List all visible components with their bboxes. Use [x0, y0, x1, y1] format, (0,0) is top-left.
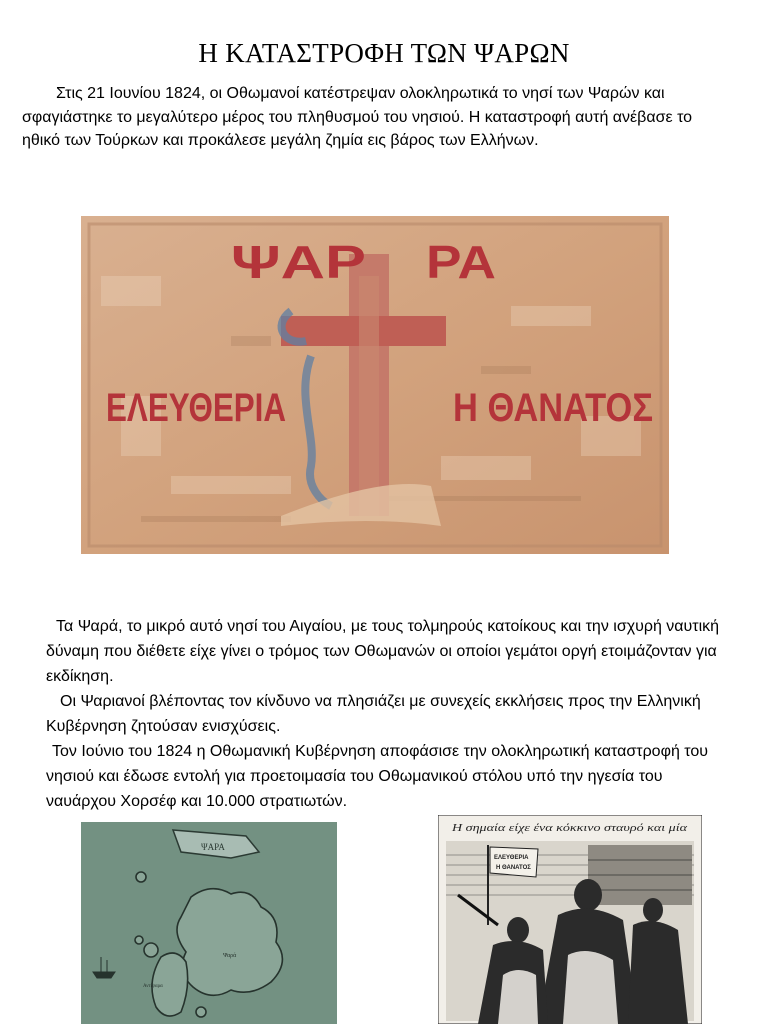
map-banner-text: ΨΑΡΑ [201, 842, 225, 852]
map-label-psara: Ψαρά [223, 953, 237, 959]
body-paragraphs [46, 614, 736, 814]
flag-text-top-right: ΡΑ [426, 236, 496, 288]
body-paragraph-1: Τα Ψαρά, το μικρό αυτό νησί του Αιγαίου, με τους τολμηρούς κατοίκους και την ισχυρή ναυτική δύναμη που διέθετε είχε γίνει ο τρόμος των Οθωμανών οι οποίοι γεμάτοι οργή ετοιμάζονταν για εκδίκηση. [46, 618, 720, 685]
body-paragraph-2: Οι Ψαριανοί βλέποντας τον κίνδυνο να πλησιάζει με συνεχείς εκκλήσεις προς την Ελληνική Κυβέρνηση ζητούσαν ενισχύσεις. [46, 693, 701, 735]
flag-text-top-left: ΨΑΡ [231, 236, 366, 288]
intro-paragraph [22, 82, 722, 153]
engraving-flag-text-2: Η ΘΑΝΑΤΟΣ [496, 865, 531, 871]
engraving-flag-icon [490, 847, 538, 877]
psara-flag-photo [81, 216, 669, 554]
battle-engraving-image [438, 815, 702, 1024]
flag-text-bottom-left: ΕΛΕΥΘΕΡΙΑ [106, 386, 286, 430]
engraving-caption: Η σημαία είχε ένα κόκκινο σταυρό και μία [450, 822, 688, 834]
engraving-flag-text-1: ΕΛΕΥΘΕΡΙΑ [494, 855, 529, 861]
flag-text-bottom-right: Η ΘΑΝΑΤΟΣ [453, 386, 653, 430]
body-paragraph-3: Τον Ιούνιο του 1824 η Οθωμανική Κυβέρνηση αποφάσισε την ολοκληρωτική καταστροφή του νησιού και έδωσε εντολή για προετοιμασία του Οθωμανικού στόλου υπό την ηγεσία του ναυάρχου Χορσέφ και 10.000 στρατιωτών. [46, 743, 709, 810]
intro-text: Στις 21 Ιουνίου 1824, οι Οθωμανοί κατέστρεψαν ολοκληρωτικά το νησί των Ψαρών και σφαγιάστηκε το μεγαλύτερο μέρος του πληθυσμού του νησιού. Η καταστροφή αυτή ανέβασε το ηθικό των Τούρκων και προκάλεσε μεγάλη ζημία εις βάρος των Ελλήνων. [22, 85, 693, 149]
page-title: Η ΚΑΤΑΣΤΡΟΦΗ ΤΩΝ ΨΑΡΩΝ [198, 38, 570, 69]
psara-map-image [81, 822, 337, 1024]
map-label-antipsara: Αντίψαρα [143, 984, 163, 989]
